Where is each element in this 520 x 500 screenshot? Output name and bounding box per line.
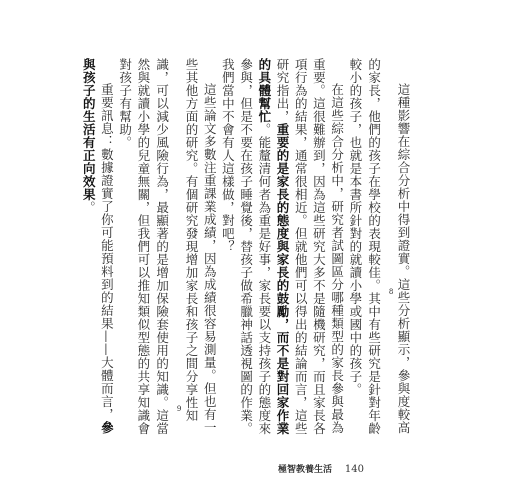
running-title: 極智教養生活 (278, 465, 333, 475)
bold-text: 重要的是家長的態度與家長的鼓勵，而不是對回家作業的具體幫忙 (256, 58, 291, 435)
text-run: 其中有些研究是針對年齡較小的孩子，也就是本書所針對的就讀小學或國中的孩子。 (347, 58, 382, 435)
text-run: 這當然與就讀小學的兒童無關，但我們可以推知類似型態的共享知識會對孩子有幫助。 (117, 58, 170, 435)
paragraph (218, 58, 345, 435)
text-run: 這些論文多數注重課業成績，因為成績很容易測量。但也有一些其他方面的研究。有個研究發現增加家長和孩子之間分享性知識，可以減少風險行為，最顯著的是增加保險套使用的知識。 (154, 58, 218, 434)
text-run: 。 (81, 201, 97, 214)
bold-text: 參與孩子的生活有正向效果 (81, 58, 115, 434)
paragraph: 這些論文多數注重課業成績，因為成績很容易測量。但也有一些其他方面的研究。有個研究發現增加家長和孩子之間分享性知識，可以減少風險行為，最顯著的是增加保險套使用的知識。 $^9$這當然與就讀小學的兒童無關，但我們可以推知類似型態的共享知識會對孩子有幫助。 (117, 58, 218, 435)
page-footer (278, 462, 364, 475)
body-text (81, 58, 412, 435)
text-run: 這種影響在綜合分析中得到證實。這些分析顯示，參與度較高的家長，他們的孩子在學校的表現較佳。 (366, 58, 411, 434)
paragraph: 這種影響在綜合分析中得到證實。這些分析顯示，參與度較高的家長，他們的孩子在學校的表現較佳。 $^8$其中有些研究是針對年齡較小的孩子，也就是本書所針對的就讀小學或國中的孩子。 (347, 58, 411, 435)
paragraph (79, 58, 115, 435)
text-run: 。能釐清何者為重是好事，家長要以支持孩子的態度來參與，但是不要在孩子睡覺後，替孩子做希臘神話透視圖的作業。我們當中不會有人這樣做，對吧？ (220, 58, 272, 435)
page-number: 140 (344, 464, 364, 475)
text-run: 在這些綜合分析中，研究者試圖區分哪種類型的家長參與最為重要。這很難辦到，因為這些研究大多不是隨機研究，而且家長各項行為的結果，通常很相近。但就他們可以得出的結論而言，這些研究指出， (275, 58, 345, 435)
text-run: 重要訊息：數據證實了你可能預料到的結果——大體而言， (99, 83, 115, 421)
